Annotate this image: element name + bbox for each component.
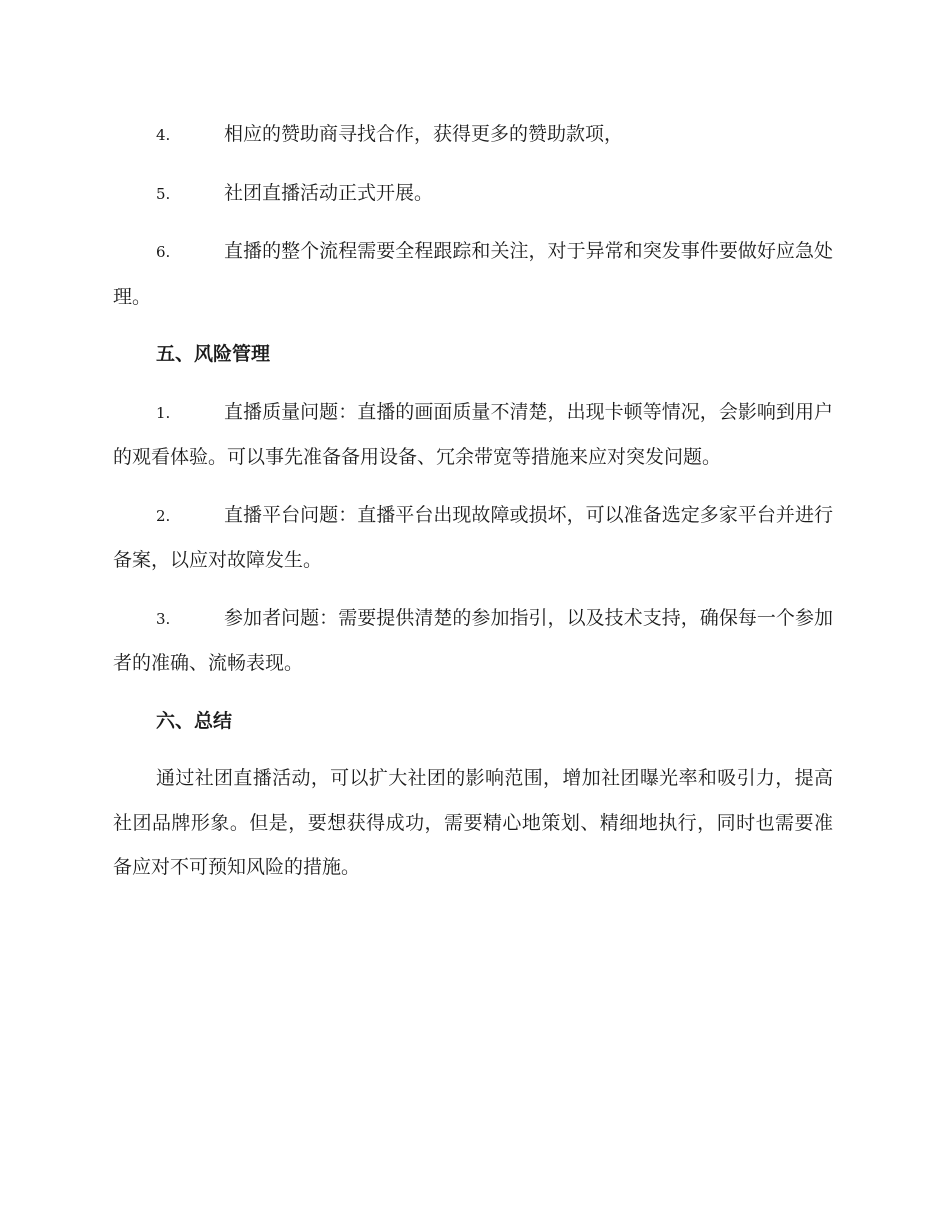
list-text: 直播平台问题：直播平台出现故障或损坏，可以准备选定多家平台并进行备案，以应对故障发生。: [113, 503, 833, 571]
list-number: 6.: [156, 243, 171, 261]
list-item: [113, 112, 833, 158]
section-heading-summary: 六、总结: [156, 709, 233, 732]
summary-paragraph: 通过社团直播活动，可以扩大社团的影响范围，增加社团曝光率和吸引力，提高社团品牌形象。但是，要想获得成功，需要精心地策划、精细地执行，同时也需要准备应对不可预知风险的措施。: [113, 767, 833, 878]
list-number: 3.: [156, 609, 171, 628]
list-item: [113, 171, 833, 217]
list-text: 直播的整个流程需要全程跟踪和关注，对于异常和突发事件要做好应急处理。: [113, 240, 833, 308]
list-item: [113, 390, 833, 480]
list-text: 参加者问题：需要提供清楚的参加指引，以及技术支持，确保每一个参加者的准确、流畅表现。: [113, 606, 833, 674]
list-text: 社团直播活动正式开展。: [224, 181, 434, 204]
list-text: 直播质量问题：直播的画面质量不清楚，出现卡顿等情况，会影响到用户的观看体验。可以事先准备备用设备、冗余带宽等措施来应对突发问题。: [113, 400, 833, 468]
section-heading-risk-management: 五、风险管理: [156, 343, 271, 365]
list-number: 4.: [156, 126, 171, 144]
list-item: [113, 229, 833, 319]
document-page: [113, 112, 833, 890]
list-text: 相应的赞助商寻找合作，获得更多的赞助款项，: [224, 123, 624, 145]
list-item: [113, 596, 833, 686]
list-item: [113, 493, 833, 583]
list-number: 2.: [156, 506, 171, 525]
list-number: 1.: [156, 403, 171, 422]
list-number: 5.: [156, 184, 171, 203]
